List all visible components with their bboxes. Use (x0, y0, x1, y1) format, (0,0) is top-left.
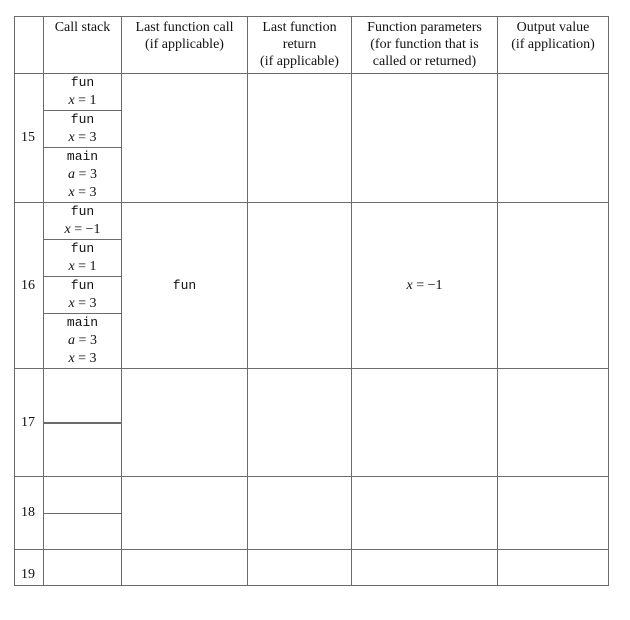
params-cell (352, 74, 498, 203)
call-stack (44, 422, 121, 424)
call-stack-cell (44, 477, 122, 550)
frame-function-name: fun (70, 75, 95, 90)
header-params: Function parameters (for function that is called or returned) (352, 17, 498, 74)
frame-function-name: fun (70, 241, 95, 256)
table-row (15, 203, 609, 369)
table-row (15, 74, 609, 203)
frame-param: x = 3 (68, 296, 97, 311)
output-cell (498, 550, 609, 586)
last-call-cell (122, 74, 248, 203)
last-return-cell (248, 74, 352, 203)
call-stack-cell (44, 369, 122, 477)
frame-param: a = 3 (68, 333, 97, 348)
frame-function-name: main (66, 315, 99, 330)
params-cell (352, 477, 498, 550)
stack-frame-empty (44, 513, 121, 514)
stack-frame-empty (44, 423, 121, 424)
stack-frame (44, 203, 121, 240)
call-stack-cell (44, 203, 122, 369)
output-cell (498, 203, 609, 369)
frame-param: a = 3 (68, 167, 97, 182)
header-last-call: Last function call (if applicable) (122, 17, 248, 74)
step-number: 18 (15, 477, 44, 550)
output-cell (498, 477, 609, 550)
step-number: 16 (15, 203, 44, 369)
call-stack-cell (44, 74, 122, 203)
stack-frame (44, 148, 121, 203)
stack-frame (44, 277, 121, 314)
stack-frame (44, 240, 121, 277)
output-cell (498, 369, 609, 477)
frame-function-name: fun (70, 112, 95, 127)
frame-function-name: fun (70, 204, 95, 219)
step-number: 15 (15, 74, 44, 203)
call-stack (44, 513, 121, 514)
last-call-cell: fun (122, 203, 248, 369)
trace-table (14, 16, 609, 586)
frame-param: x = 3 (68, 130, 97, 145)
header-row (15, 17, 609, 74)
last-call-cell (122, 550, 248, 586)
stack-frame (44, 111, 121, 148)
frame-function-name: main (66, 149, 99, 164)
table-row (15, 477, 609, 550)
output-cell (498, 74, 609, 203)
frame-param: x = 1 (68, 93, 97, 108)
params-cell (352, 369, 498, 477)
step-number: 17 (15, 369, 44, 477)
last-return-cell (248, 477, 352, 550)
frame-param: x = 3 (68, 351, 97, 366)
frame-param: x = −1 (64, 222, 101, 237)
last-call-cell (122, 477, 248, 550)
last-return-cell (248, 369, 352, 477)
params-cell: x = −1 (352, 203, 498, 369)
frame-param: x = 1 (68, 259, 97, 274)
last-return-cell (248, 203, 352, 369)
call-stack-cell (44, 550, 122, 586)
frame-function-name: fun (70, 278, 95, 293)
stack-frame (44, 74, 121, 111)
params-cell (352, 550, 498, 586)
header-step (15, 17, 44, 74)
header-last-return: Last function return (if applicable) (248, 17, 352, 74)
last-call-cell (122, 369, 248, 477)
call-stack (44, 203, 121, 368)
table-row (15, 550, 609, 586)
frame-param: x = 3 (68, 185, 97, 200)
table-row (15, 369, 609, 477)
header-call-stack: Call stack (44, 17, 122, 74)
step-number: 19 (15, 550, 44, 586)
header-output: Output value (if application) (498, 17, 609, 74)
last-return-cell (248, 550, 352, 586)
call-stack (44, 74, 121, 202)
stack-frame (44, 314, 121, 369)
